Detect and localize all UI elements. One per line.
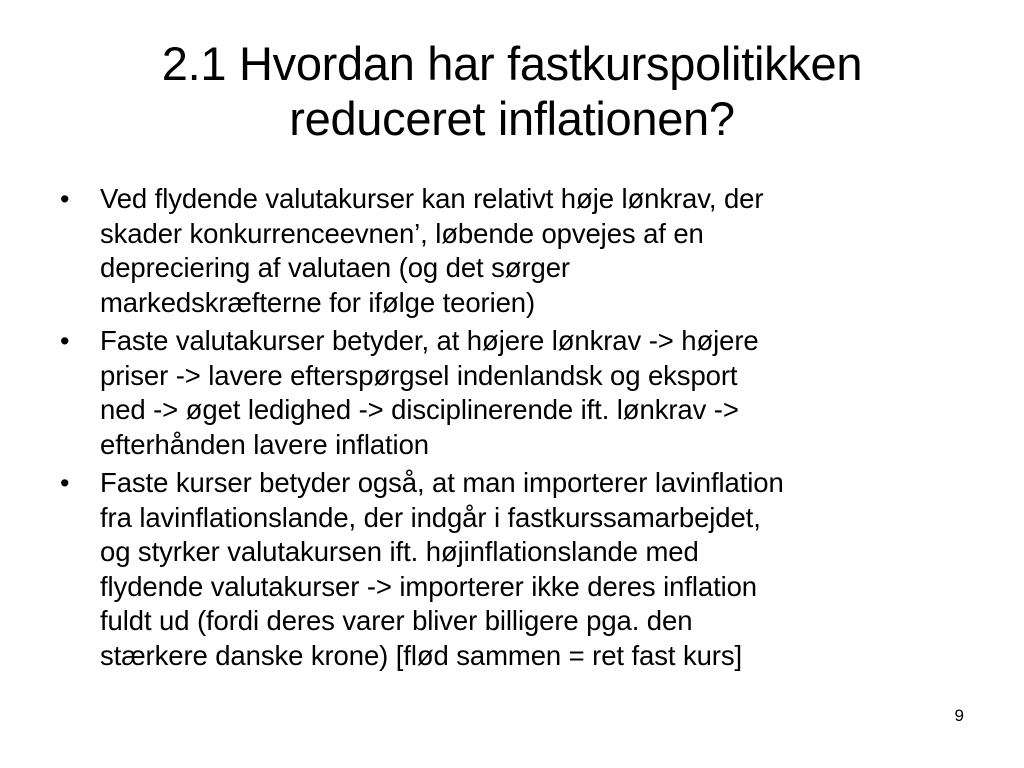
bullet-item [56, 182, 976, 320]
bullet-text-line: Faste valutakurser betyder, at højere lønkrav -> højere [100, 325, 759, 356]
bullet-text-line: stærkere danske krone) [flød sammen = ret fast kurs] [100, 639, 743, 671]
bullet-text-line: priser -> lavere efterspørgsel indenlandsk og eksport [100, 359, 738, 391]
bullet-icon: • [60, 326, 70, 356]
bullet-text-line: efterhånden lavere inflation [100, 428, 429, 460]
bullet-icon: • [60, 184, 70, 214]
slide-title-line: reduceret inflationen? [289, 92, 735, 145]
bullet-text-line: skader konkurrenceevnen’, løbende opvejes af en [100, 217, 704, 249]
slide-title-line: 2.1 Hvordan har fastkurspolitikken [161, 37, 863, 90]
bullet-text-line: Ved flydende valutakurser kan relativt høje lønkrav, der [100, 183, 764, 214]
slide-title [40, 36, 984, 146]
bullet-text-line: ned -> øget ledighed -> disciplinerende ift. lønkrav -> [100, 394, 739, 425]
bullet-text-line: markedskræfterne for ifølge teorien) [100, 286, 536, 318]
bullet-list [56, 182, 976, 677]
bullet-text-line: fuldt ud (fordi deres varer bliver billigere pga. den [100, 605, 693, 636]
page-number: 9 [954, 706, 964, 725]
bullet-text-line: fra lavinflationslande, der indgår i fastkurssamarbejdet, [100, 501, 761, 533]
bullet-text-line: depreciering af valutaen (og det sørger [100, 252, 570, 283]
bullet-text-line: flydende valutakurser -> importerer ikke deres inflation [100, 570, 758, 602]
bullet-icon: • [60, 468, 70, 498]
bullet-text-line: Faste kurser betyder også, at man importerer lavinflation [100, 467, 784, 498]
bullet-item [56, 324, 976, 462]
bullet-item [56, 466, 976, 673]
bullet-text-line: og styrker valutakursen ift. højinflationslande med [100, 536, 699, 567]
